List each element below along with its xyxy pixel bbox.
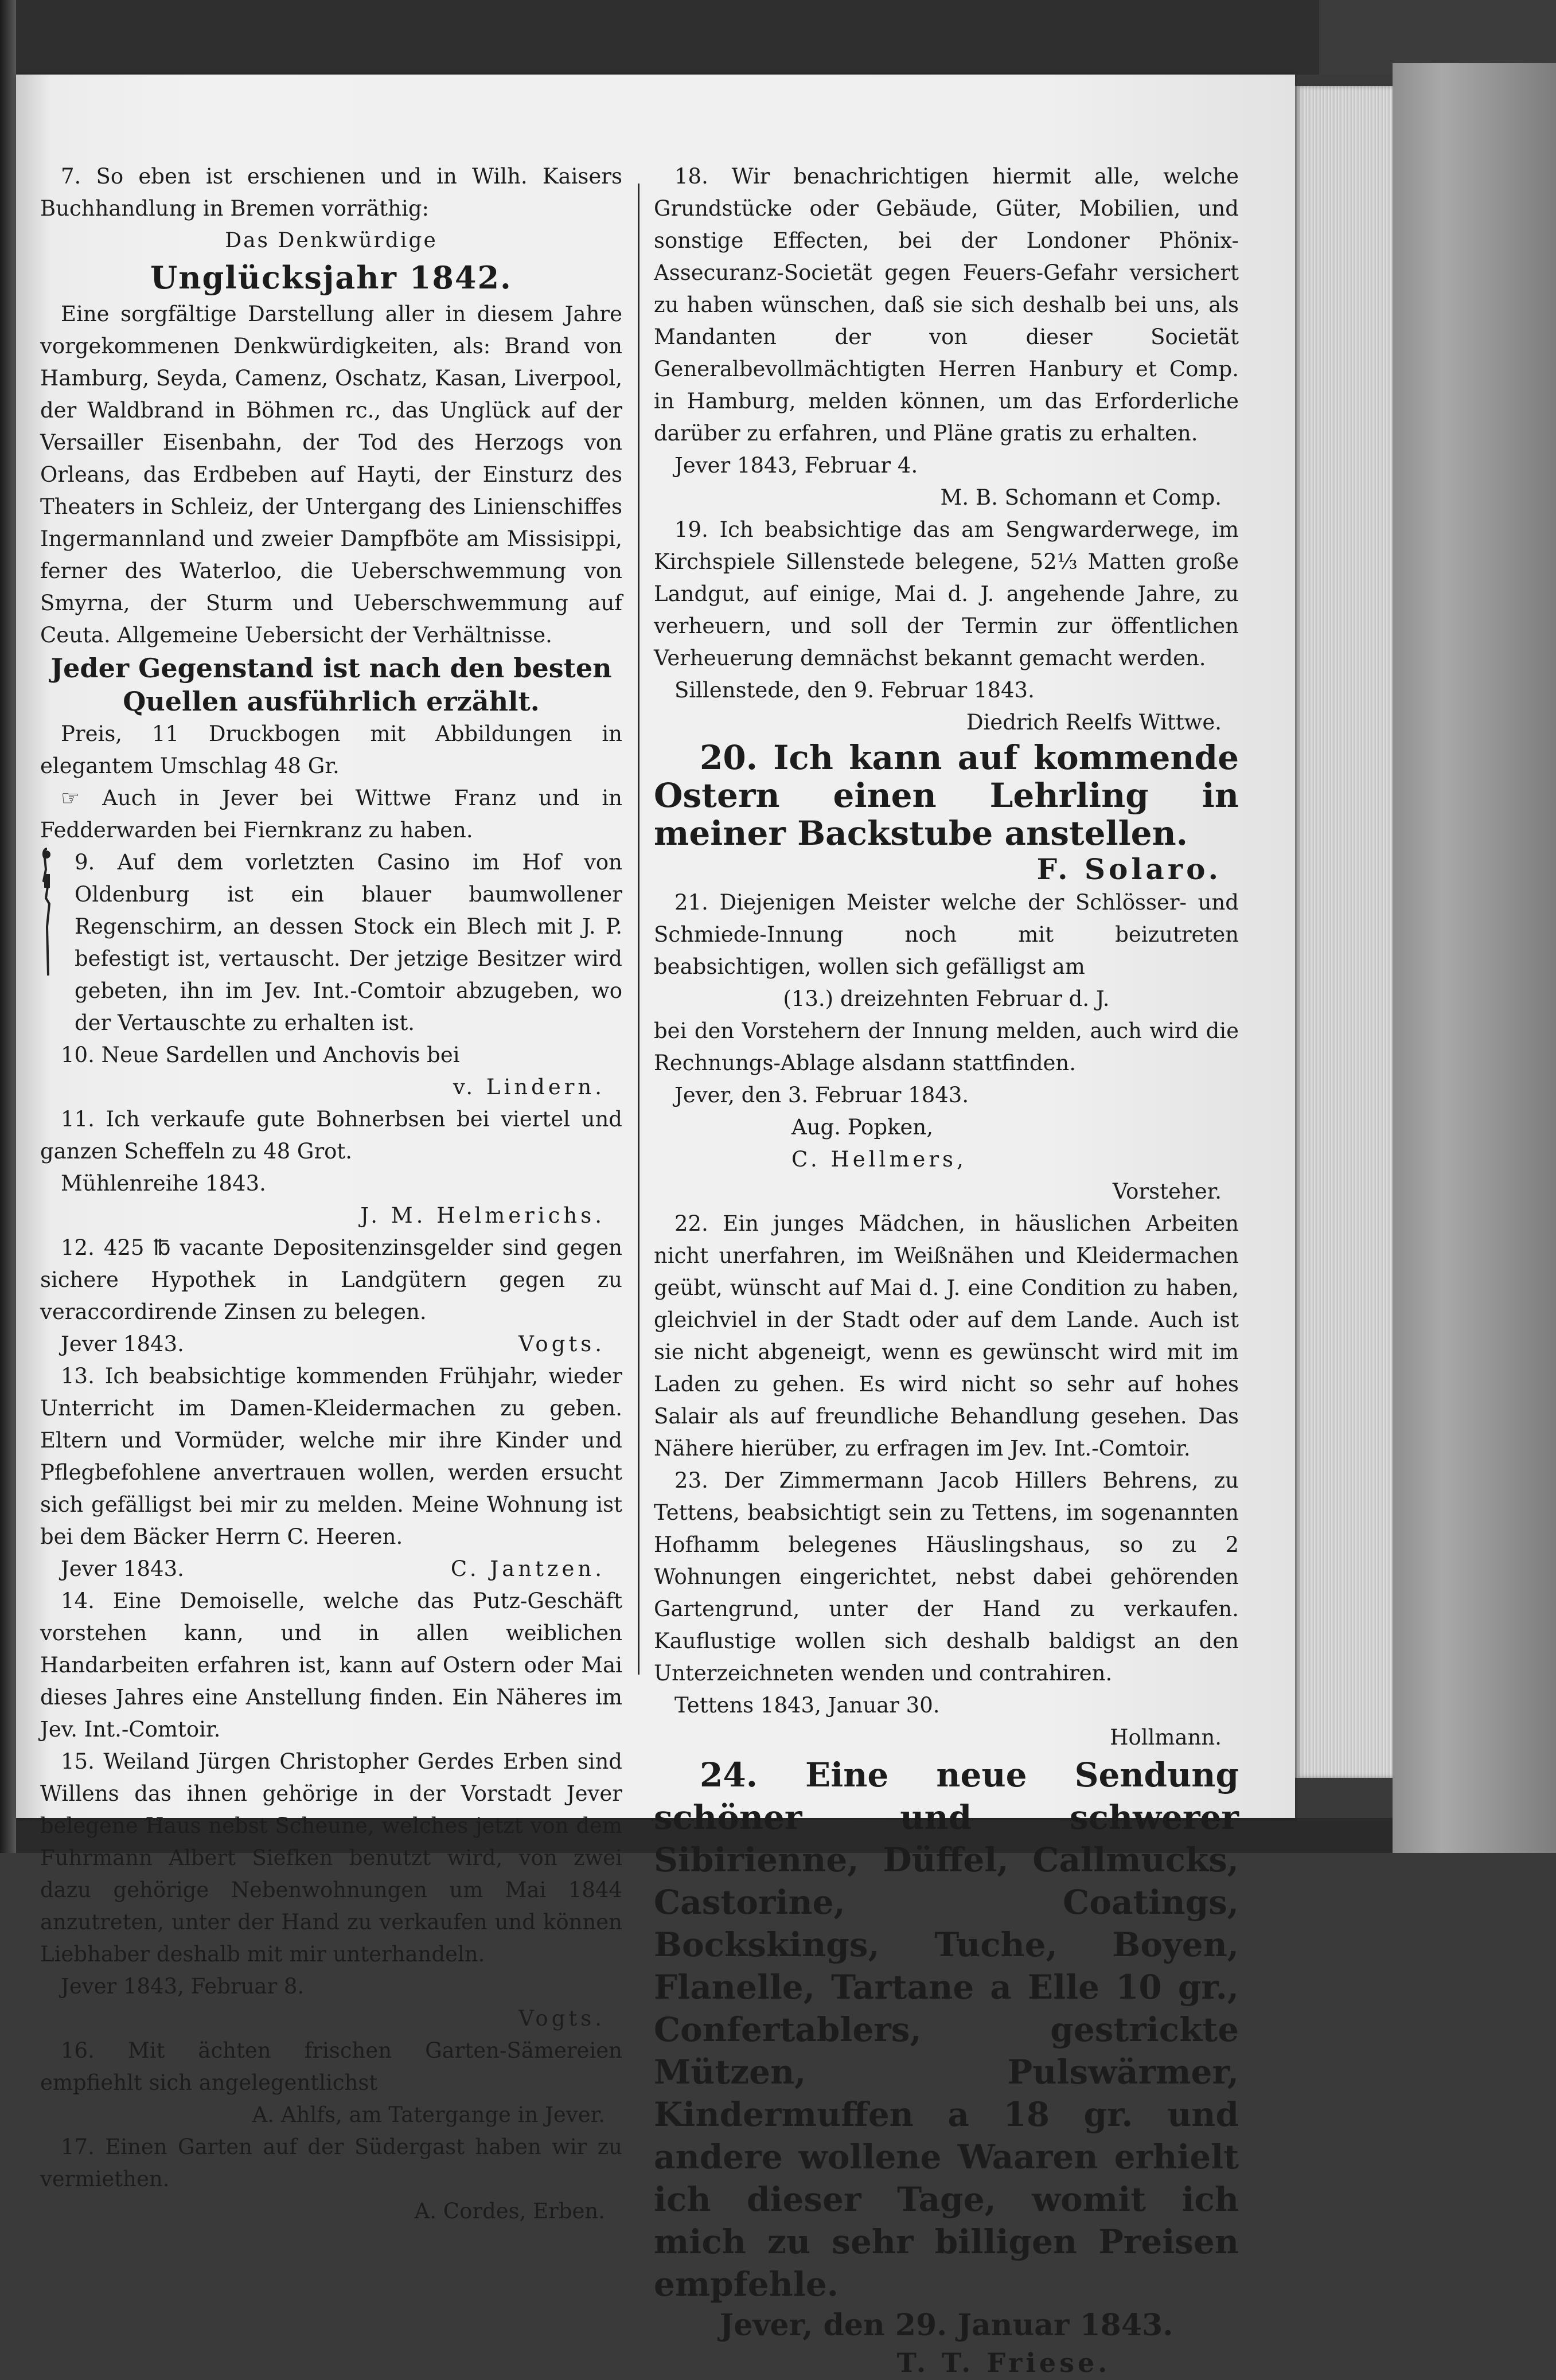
ad-7-subtitle: Das Denkwürdige <box>225 229 438 252</box>
ad-12-signature: Vogts. <box>518 1332 605 1356</box>
ad-23-place: Tettens 1843, Januar 30. <box>674 1693 940 1718</box>
ad-11-place: Mühlenreihe 1843. <box>61 1171 266 1196</box>
ad-7-intro: 7. So eben ist erschienen und in Wilh. Kaisers Buchhandlung in Bremen vorräthig: <box>40 164 622 221</box>
ad-13-signature: C. Jantzen. <box>450 1556 605 1581</box>
ad-22: 22. Ein junges Mädchen, in häuslichen Arbeiten nicht unerfahren, im Weißnähen und Kleidermachen geübt, wünscht auf Mai d. J. eine Condition zu haben, gleichviel in der Stadt oder auf dem Lande. Auch ist sie nicht abgeneigt, wenn es gewünscht wird mit im Laden zu gehen. Es wird nicht so sehr auf hohes Salair als auf freundliche Behandlung gesehen. Das Nähere hierüber, zu erfragen im Jev. Int.-Comtoir. <box>654 1211 1239 1461</box>
ad-11-signature: J. M. Helmerichs. <box>360 1203 605 1228</box>
ad-7-price: Preis, 11 Druckbogen mit Abbildungen in elegantem Umschlag 48 Gr. <box>40 721 622 778</box>
ad-9 <box>40 846 622 1039</box>
page-edges <box>1295 86 1393 1778</box>
ad-20: 20. Ich kann auf kommende Ostern einen Lehrling in meiner Backstube anstellen. <box>654 738 1239 853</box>
ad-19-signature: Diedrich Reelfs Wittwe. <box>966 710 1222 735</box>
ad-17: 17. Einen Garten auf der Südergast haben wir zu vermiethen. <box>40 2135 622 2191</box>
scan-background-top <box>16 0 1335 75</box>
ad-19: 19. Ich beabsichtige das am Sengwarderwege, im Kirchspiele Sillenstede belegene, 52⅓ Matten große Landgut, auf einige, Mai d. J. angehende Jahre, zu verheuern, und soll der Termin zur öffentlichen Verheuerung demnächst bekannt gemacht werden. <box>654 517 1239 670</box>
ad-21-signature-2: C. Hellmers, <box>791 1147 967 1172</box>
ad-13: 13. Ich beabsichtige kommenden Frühjahr, wieder Unterricht im Damen-Kleidermachen zu geben. Eltern und Vormüder, welche mir ihre Kinder und Pflegbefohlene anvertrauen wollen, werden ersucht sich gefälligst bei mir zu melden. Meine Wohnung ist bei dem Bäcker Herrn C. Heeren. <box>40 1364 622 1549</box>
ad-12: 12. 425 ℔ vacante Depositenzinsgelder sind gegen sichere Hypothek in Landgütern gegen zu veraccordirende Zinsen zu belegen. <box>40 1235 622 1324</box>
ad-7-title: Unglücksjahr 1842. <box>150 259 512 296</box>
ad-13-place: Jever 1843. <box>61 1556 184 1581</box>
ad-23: 23. Der Zimmermann Jacob Hillers Behrens, zu Tettens, beabsichtigt sein zu Tettens, im sogenannten Hofhamm belegenes Häuslingshaus, so zu 2 Wohnungen eingerichtet, nebst dabei gehörenden Gartengrund, unter der Hand zu verkaufen. Kauflustige wollen sich deshalb baldigst an den Unterzeichneten wenden und contrahiren. <box>654 1468 1239 1685</box>
column-divider <box>638 184 639 1675</box>
ad-21-place: Jever, den 3. Februar 1843. <box>674 1083 969 1107</box>
ad-19-place: Sillenstede, den 9. Februar 1843. <box>674 678 1035 703</box>
ad-12-place: Jever 1843. <box>61 1332 184 1356</box>
ad-24-place: Jever, den 29. Januar 1843. <box>719 2308 1173 2343</box>
ad-14: 14. Eine Demoiselle, welche das Putz-Geschäft vorstehen kann, und in allen weiblichen Handarbeiten erfahren ist, kann auf Ostern oder Mai dieses Jahres eine Anstellung finden. Ein Näheres im Jev. Int.-Comtoir. <box>40 1589 622 1742</box>
ad-20-signature: F. Solaro. <box>1036 852 1222 886</box>
ad-11: 11. Ich verkaufe gute Bohnerbsen bei viertel und ganzen Scheffeln zu 48 Grot. <box>40 1107 622 1164</box>
ad-24-signature: T. T. Friese. <box>896 2347 1111 2378</box>
ad-18-signature: M. B. Schomann et Comp. <box>940 485 1222 510</box>
adjacent-page-edge <box>0 0 16 1853</box>
ad-7-bold: Jeder Gegenstand ist nach den besten Quellen ausführlich erzählt. <box>50 653 612 717</box>
ad-16: 16. Mit ächten frischen Garten-Sämereien empfiehlt sich angelegentlichst <box>40 2038 622 2095</box>
ad-10-signature: v. Lindern. <box>453 1075 605 1099</box>
ad-10: 10. Neue Sardellen und Anchovis bei <box>61 1043 460 1067</box>
ad-9-text: 9. Auf dem vorletzten Casino im Hof von Oldenburg ist ein blauer baumwollener Regenschirm, an dessen Stock ein Blech mit J. P. befestigt ist, vertauscht. Der jetzige Besitzer wird gebeten, ihn im Jev. Int.-Comtoir abzugeben, wo der Vertauschte zu erhalten ist. <box>75 850 622 1035</box>
ad-21: 21. Diejenigen Meister welche der Schlösser- und Schmiede-Innung noch mit beizutreten beabsichtigen, wollen sich gefälligst am <box>654 890 1239 979</box>
ad-18: 18. Wir benachrichtigen hiermit alle, welche Grundstücke oder Gebäude, Güter, Mobilien, und sonstige Effecten, bei der Londoner Phönix-Assecuranz-Societät gegen Feuers-Gefahr versichert zu haben wünschen, daß sie sich deshalb bei uns, als Mandanten der von dieser Societät Generalbevollmächtigten Herren Hanbury et Comp. in Hamburg, melden können, um das Erforderliche darüber zu erfahren, und Pläne gratis zu erhalten. <box>654 164 1239 446</box>
right-column <box>654 161 1239 2380</box>
ad-17-signature: A. Cordes, Erben. <box>414 2199 605 2223</box>
ad-16-signature: A. Ahlfs, am Tatergange in Jever. <box>252 2102 605 2127</box>
book-cover <box>1393 63 1556 1853</box>
ad-15-place: Jever 1843, Februar 8. <box>61 1974 305 1999</box>
ad-21-continued: bei den Vorstehern der Innung melden, auch wird die Rechnungs-Ablage alsdann stattfinden. <box>654 1019 1239 1075</box>
ad-13-footer <box>40 1553 622 1585</box>
ad-21-signature-3: Vorsteher. <box>1112 1179 1222 1204</box>
ad-18-place: Jever 1843, Februar 4. <box>674 453 918 478</box>
ad-12-footer <box>40 1328 622 1360</box>
pointing-hand-icon <box>40 846 54 978</box>
ad-7-note: ☞ Auch in Jever bei Wittwe Franz und in Fedderwarden bei Fiernkranz zu haben. <box>40 786 622 842</box>
ad-21-signature-1: Aug. Popken, <box>791 1115 934 1140</box>
left-column <box>40 161 622 2227</box>
ad-21-date: (13.) dreizehnten Februar d. J. <box>783 986 1110 1011</box>
ad-15-signature: Vogts. <box>518 2006 605 2031</box>
ad-23-signature: Hollmann. <box>1110 1725 1222 1750</box>
ad-15: 15. Weiland Jürgen Christopher Gerdes Erben sind Willens das ihnen gehörige in der Vorstadt Jever belegene Haus nebst Scheune, welches jetzt von dem Fuhrmann Albert Siefken benutzt wird, von zwei dazu gehörige Nebenwohnungen um Mai 1844 anzutreten, unter der Hand zu verkaufen und können Liebhaber deshalb mit mir unterhandeln. <box>40 1749 622 1967</box>
ad-24: 24. Eine neue Sendung schöner und schwerer Sibirienne, Düffel, Callmucks, Castorine, Coatings, Bockskings, Tuche, Boyen, Flanelle, Tartane a Elle 10 gr., Confertablers, gestrickte Mützen, Pulswärmer, Kindermuffen a 18 gr. und andere wollene Waaren erhielt ich dieser Tage, womit ich mich zu sehr billigen Preisen empfehle. <box>654 1755 1239 2304</box>
ad-7-body: Eine sorgfältige Darstellung aller in diesem Jahre vorgekommenen Denkwürdigkeiten, als: Brand von Hamburg, Seyda, Camenz, Oschatz, Kasan, Liverpool, der Waldbrand in Böhmen rc., das Unglück auf der Versailler Eisenbahn, der Tod des Herzogs von Orleans, das Erdbeben auf Hayti, der Einsturz des Theaters in Schleiz, der Untergang des Linienschiffes Ingermannland und zweier Dampfböte am Missisippi, ferner des Waterloo, die Ueberschwemmung von Smyrna, der Sturm und Ueberschwemmung auf Ceuta. Allgemeine Uebersicht der Verhältnisse. <box>40 302 622 647</box>
